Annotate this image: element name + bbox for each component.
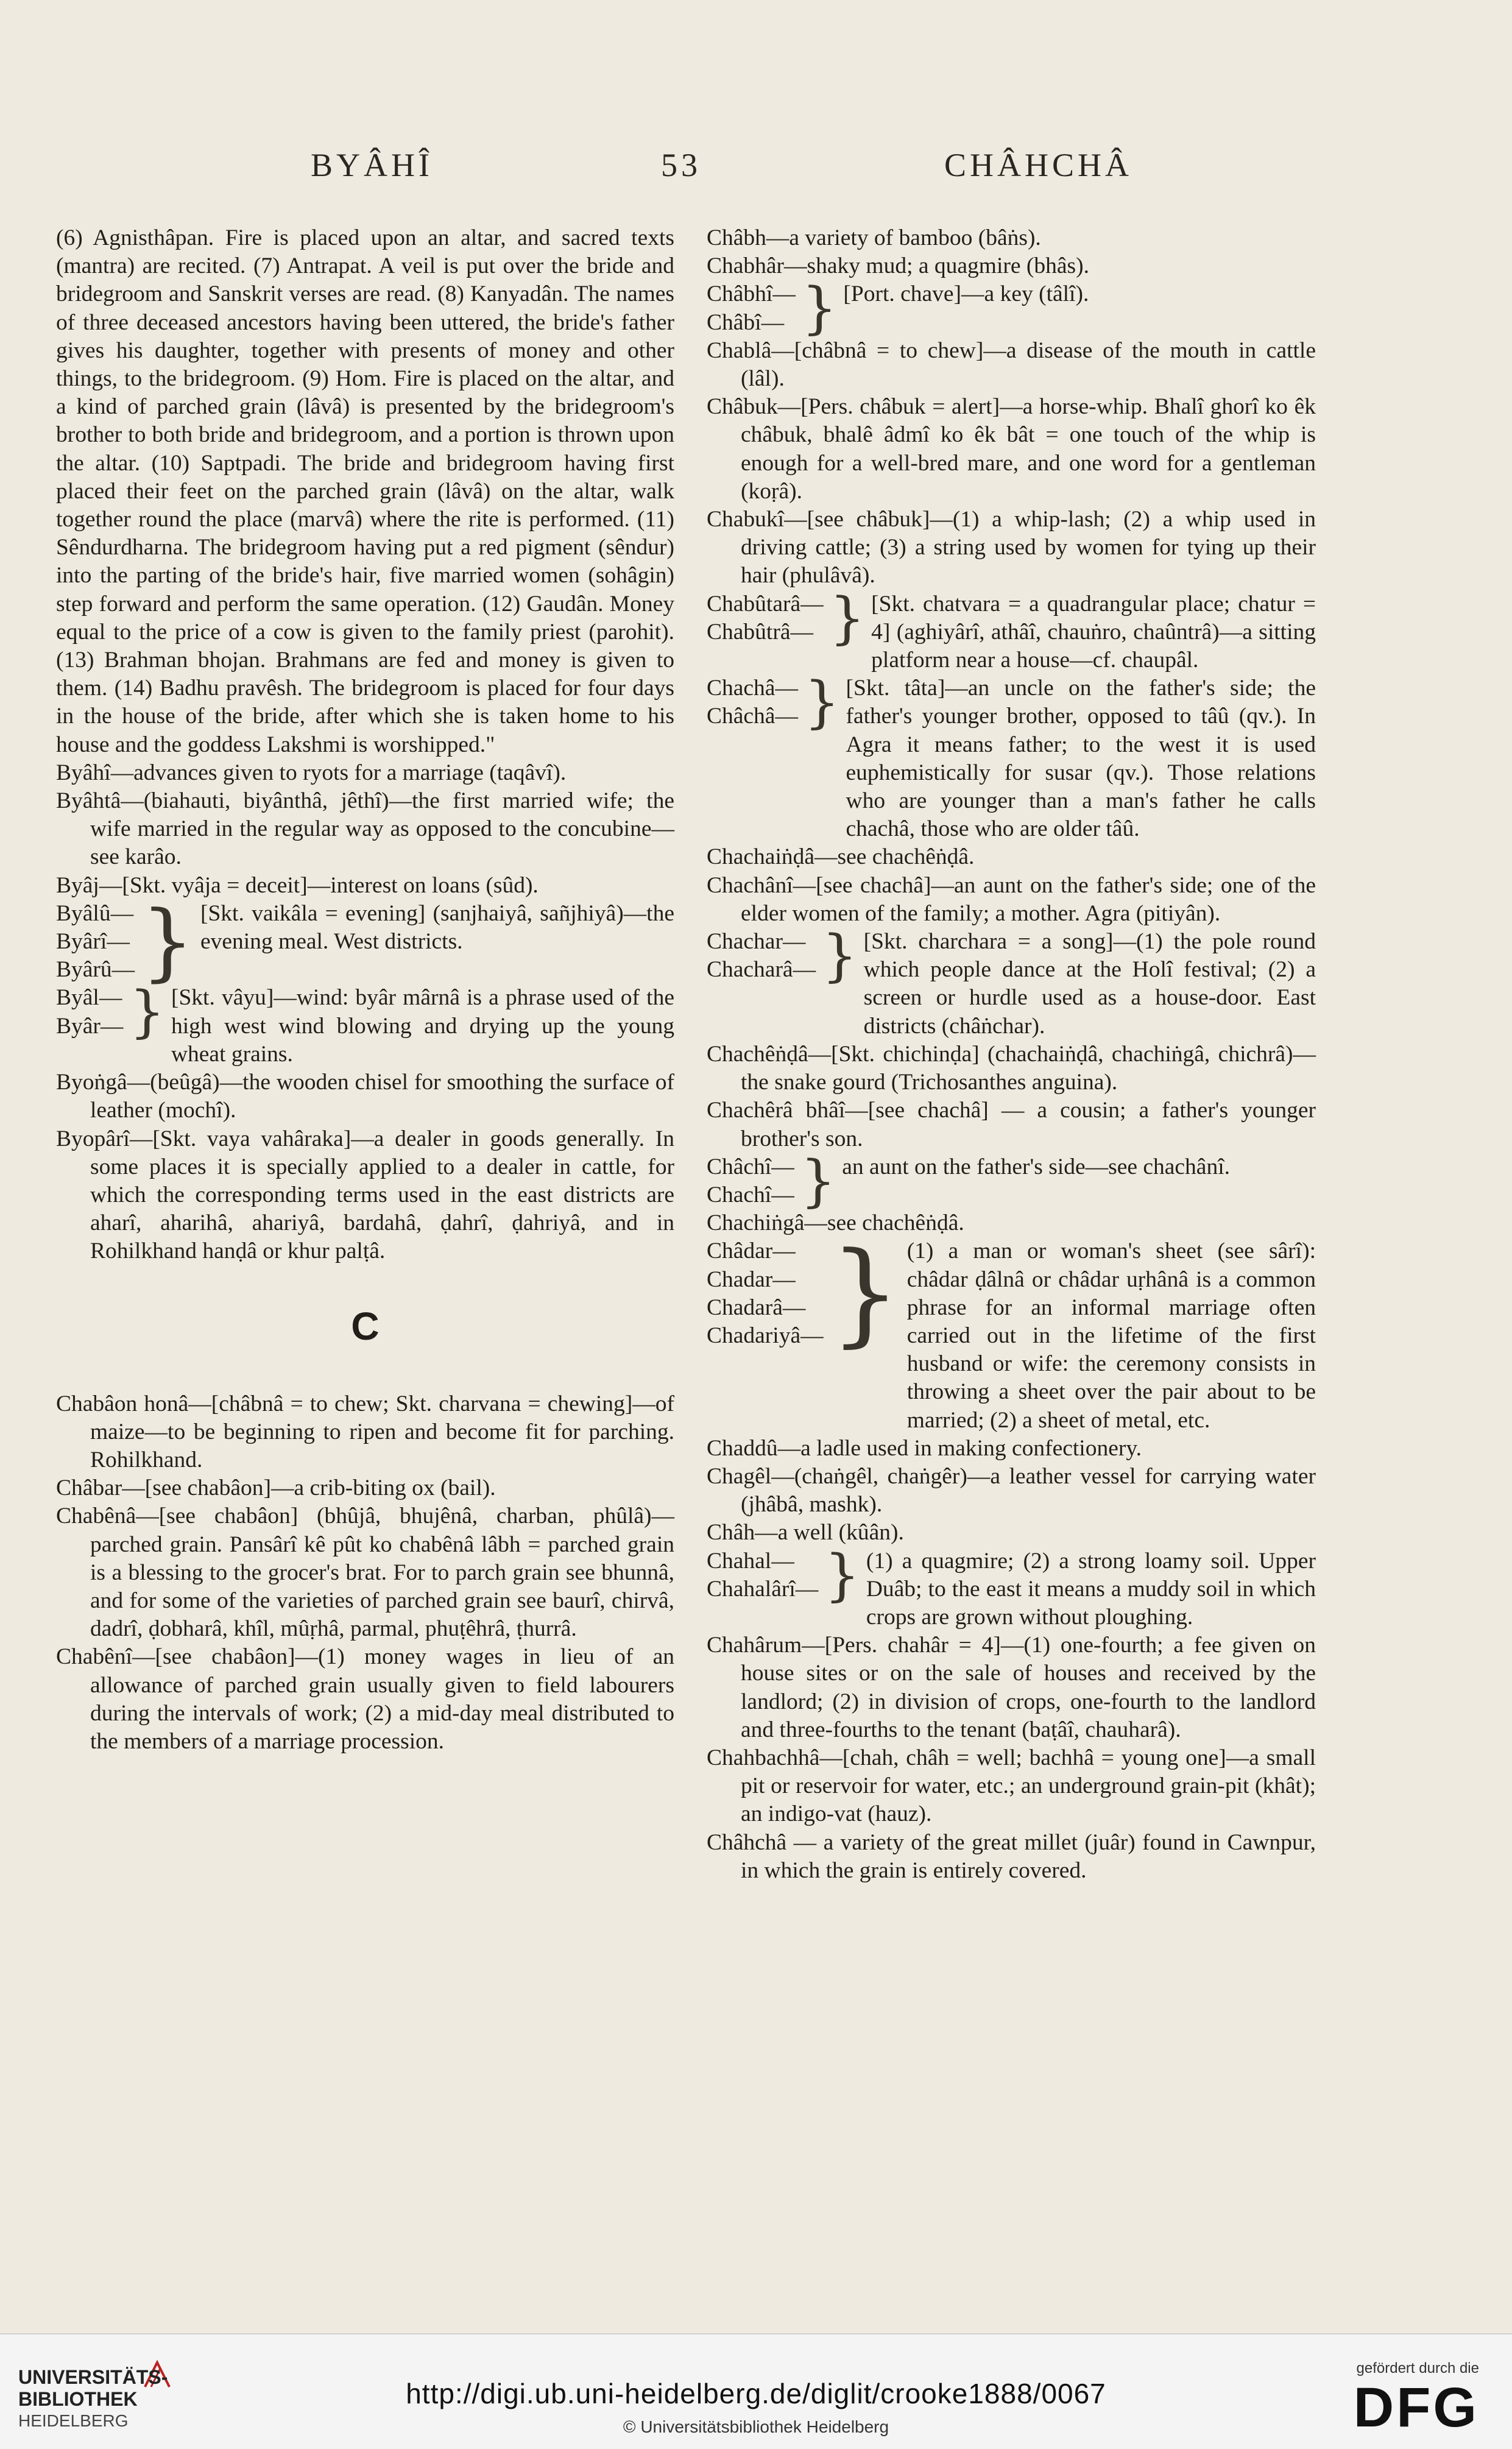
headword: Chahal— (707, 1548, 794, 1574)
running-head-left: BYÂHÎ (311, 147, 433, 183)
brace-glyph: } (824, 1542, 860, 1608)
headword: Byâl— (56, 985, 122, 1011)
headword: Chacharâ— (707, 957, 816, 983)
headword: Châbhî— (707, 281, 796, 307)
brace-glyph: } (829, 1228, 901, 1359)
dictionary-entry: Châh—a well (kûân). (707, 1520, 904, 1546)
headword-list (707, 280, 796, 336)
headword: Chabûtarâ— (707, 591, 824, 617)
grouped-entry (707, 923, 1316, 1041)
page-number: 53 (661, 147, 701, 183)
dictionary-entry: Châbar—[see chabâon]—a crib-biting ox (bail). (56, 1475, 496, 1501)
brace-glyph: } (801, 275, 838, 341)
headword: Byâr— (56, 1013, 124, 1039)
dictionary-entry: Byâhî—advances given to ryots for a marriage (taqâvî). (56, 760, 567, 785)
dictionary-entry: Chachânî—[see chachâ]—an aunt on the father's side; one of the elder women of the family; a mother. Agra (pitiyân). (707, 872, 1316, 926)
entry-definition: [Skt. chatvara = a quadrangular place; chatur = 4] (aghiyârî, athâî, chauṅro, chaûntrâ)—a sitting platform near a house—cf. chaupâl. (871, 591, 1316, 673)
dictionary-entry: Chablâ—[châbnâ = to chew]—a disease of the mouth in cattle (lâl). (707, 337, 1316, 392)
brace-glyph: } (804, 670, 840, 735)
headword: Chachî— (707, 1182, 794, 1207)
library-name-line3: HEIDELBERG (18, 2411, 129, 2430)
dictionary-entry: Byopârî—[Skt. vaya vahâraka]—a dealer in goods generally. In some places it is specially applied to a dealer in cattle, for which the corresponding terms used in the east districts are aharî, aharihâ, ahariyâ, bardahâ, ḍahrî, ḍahriyâ, and in Rohilkhand hanḍâ or khur palṭâ. (56, 1126, 674, 1264)
dictionary-entry: Chahârum—[Pers. chahâr = 4]—(1) one-fourth; a fee given on house sites or on the sale of houses and received by the landlord; (2) in division of crops, one-fourth to the landlord and three-fourths to the tenant (baṭâî, chauharâ). (707, 1633, 1316, 1742)
headword: Byârî— (56, 929, 130, 955)
headword-list (707, 1237, 824, 1350)
grouped-entry (707, 1228, 1316, 1434)
headword-list (707, 928, 816, 984)
brace-glyph: } (129, 979, 165, 1045)
headword-list (56, 900, 135, 984)
dictionary-entry: Chahbachhâ—[chah, châh = well; bachhâ = young one]—a small pit or reservoir for water, etc.; an underground grain-pit (khât); an indigo-vat (hauz). (707, 1745, 1316, 1827)
left-column (56, 224, 674, 1756)
entry-definition: (1) a man or woman's sheet (see sârî): châdar ḍâlnâ or châdar uṛhânâ is a common phrase for an informal marriage often carried out in the lifetime of the first husband or wife: the ceremony consists in throwing a sheet over the pair about to be married; (2) a sheet of metal, etc. (906, 1239, 1316, 1433)
grouped-entry (707, 275, 1316, 341)
funding-caption: gefördert durch die (1356, 2360, 1479, 2377)
dictionary-entry: Byâj—[Skt. vyâja = deceit]—interest on loans (sûd). (56, 872, 539, 898)
copyright-notice: © Universitätsbibliothek Heidelberg (623, 2417, 889, 2436)
headword: Chadar— (707, 1267, 796, 1292)
grouped-entry (56, 892, 674, 991)
headword: Châchî— (707, 1154, 794, 1179)
dictionary-entry: Chabâon honâ—[châbnâ = to chew; Skt. charvana = chewing]—of maize—to be beginning to ripen and become fit for parching. Rohilkhand. (56, 1391, 674, 1472)
grouped-entry (707, 1542, 1316, 1632)
brace-glyph: } (141, 892, 194, 991)
library-name-line1: UNIVERSITÄTS- (18, 2366, 168, 2388)
permalink-url[interactable]: http://digi.ub.uni-heidelberg.de/diglit/crooke1888/0067 (406, 2378, 1106, 2409)
entry-definition: [Skt. tâta]—an uncle on the father's side; the father's younger brother, opposed to tâû (qv.). In Agra it means father; to the west it is used euphemistically for susar (qv.). Those relations who are younger than a man's father he calls chachâ, those who are older tâû. (846, 676, 1316, 842)
entry-definition: [Skt. vaikâla = evening] (sanjhaiyâ, sañjhiyâ)—the evening meal. West districts. (200, 900, 674, 955)
headword: Châdar— (707, 1239, 796, 1264)
viewer-footer (0, 2333, 1512, 2449)
dictionary-entry: Châhchâ — a variety of the great millet (juâr) found in Cawnpur, in which the grain is entirely covered. (707, 1829, 1316, 1883)
headword: Byârû— (56, 957, 135, 983)
continued-paragraph: (6) Agnisthâpan. Fire is placed upon an altar, and sacred texts (mantra) are recited. (7) Antrapat. A veil is put over the bride and bridegroom and Sanskrit verses are read. (8) Kanyadân. The names of three deceased ancestors having been uttered, the bride's father gives his daughter, together with presents of money and other things, to the bridegroom. (9) Hom. Fire is placed on the altar, and a kind of parched grain (lâvâ) is presented by the bridegroom's brother to both bride and bridegroom, and a portion is thrown upon the altar. (10) Saptpadi. The bride and bridegroom having first placed their feet on the parched grain (lâvâ) on the altar, walk together round the place (marvâ) where the rite is performed. (11) Sêndurdharna. The bridegroom having put a red pigment (sêndur) into the parting of the bride's hair, five married women (sohâgin) step forward and perform the same operation. (12) Gaudân. Money equal to the price of a cow is given to the family priest (parohit). (13) Brahman bhojan. Brahmans are fed and money is given to them. (14) Badhu pravêsh. The bridegroom is placed for four days in the house of the bride, after which she is taken home to his house and the goddess Lakshmi is worshipped." (56, 225, 674, 757)
dictionary-entry: Chagêl—(chaṅgêl, chaṅgêr)—a leather vessel for carrying water (jhâbâ, mashk). (707, 1463, 1316, 1518)
dictionary-entry: Chachêrâ bhâî—[see chachâ] — a cousin; a father's younger brother's son. (707, 1098, 1316, 1151)
headword-list (707, 674, 798, 730)
entry-definition: an aunt on the father's side—see chachânî. (842, 1154, 1230, 1179)
entry-definition: (1) a quagmire; (2) a strong loamy soil. Upper Duâb; to the east it means a muddy soil in which crops are grown without ploughing. (866, 1548, 1316, 1630)
brace-glyph: } (822, 923, 858, 989)
headword-list (707, 1547, 818, 1603)
right-column (707, 224, 1316, 1885)
headword: Chachâ— (707, 676, 798, 701)
grouped-entry (56, 979, 674, 1069)
headword: Châchâ— (707, 704, 798, 729)
headword: Chabûtrâ— (707, 619, 813, 645)
dfg-logo: DFG (1353, 2377, 1479, 2439)
grouped-entry (707, 585, 1316, 675)
dictionary-entry: Châbh—a variety of bamboo (bâṅs). (707, 225, 1041, 250)
headword: Chadariyâ— (707, 1323, 824, 1348)
headword-list (56, 984, 123, 1040)
grouped-entry (707, 670, 1316, 843)
dictionary-entry: Chabênî—[see chabâon]—(1) money wages in lieu of an allowance of parched grain usually given to field labourers during the intervals of work; (2) a mid-day meal distributed to the members of a marriage procession. (56, 1644, 674, 1754)
headword-list (707, 1153, 794, 1209)
headword-list (707, 590, 824, 646)
dictionary-entry: Chabhâr—shaky mud; a quagmire (bhâs). (707, 253, 1089, 279)
entry-definition: [Skt. vâyu]—wind: byâr mârnâ is a phrase used of the high west wind blowing and drying up the young wheat grains. (171, 985, 674, 1067)
dictionary-entry: Chabukî—[see châbuk]—(1) a whip-lash; (2) a whip used in driving cattle; (3) a string used by women for tying up their hair (phulâvâ). (707, 507, 1316, 588)
headword: Chadarâ— (707, 1295, 806, 1320)
headword: Châbî— (707, 309, 785, 335)
entry-definition: [Port. chave]—a key (tâlî). (843, 281, 1089, 307)
dictionary-entry: Chachêṅḍâ—[Skt. chichinḍa] (chachaiṅḍâ, chachiṅgâ, chichrâ)—the snake gourd (Trichosanthes anguina). (707, 1041, 1316, 1095)
brace-glyph: } (829, 585, 866, 651)
running-head-right: CHÂHCHÂ (944, 147, 1133, 183)
headword: Chahalârî— (707, 1576, 819, 1602)
brace-glyph: } (800, 1148, 836, 1214)
section-letter-heading: C (351, 1304, 380, 1348)
headword: Chachar— (707, 929, 806, 955)
dictionary-entry: Chachaiṅḍâ—see chachêṅḍâ. (707, 844, 975, 870)
dictionary-entry: Byoṅgâ—(beûgâ)—the wooden chisel for smoothing the surface of leather (mochî). (56, 1070, 674, 1123)
dictionary-entry: Chachiṅgâ—see chachêṅḍâ. (707, 1210, 964, 1236)
grouped-entry (707, 1148, 1316, 1214)
headword: Byâlû— (56, 900, 134, 926)
entry-definition: [Skt. charchara = a song]—(1) the pole round which people dance at the Holî festival; (2) a screen or hurdle used as a house-door. East districts (châṅchar). (863, 929, 1316, 1039)
dictionary-entry: Chabênâ—[see chabâon] (bhûjâ, bhujênâ, charban, phûlâ)—parched grain. Pansârî kê pût ko chabênâ lâbh = parched grain is a blessing to the grocer's brat. For to parch grain see bhunnâ, and for some of the varieties of parched grain see baurî, chirvâ, dadrî, ḍobharâ, khîl, mûṛhâ, parmal, phuṭêhrâ, ṭhurrâ. (56, 1504, 674, 1642)
dictionary-entry: Chaddû—a ladle used in making confectionery. (707, 1435, 1142, 1461)
library-name-line2: BIBLIOTHEK (18, 2388, 138, 2410)
dictionary-entry: Châbuk—[Pers. châbuk = alert]—a horse-whip. Bhalî ghorî ko êk châbuk, bhalê âdmî ko êk bât = one touch of the whip is enough for a well-bred mare, and one word for a gentleman (koṛâ). (707, 394, 1316, 504)
dictionary-entry: Byâhtâ—(biahauti, biyânthâ, jêthî)—the first married wife; the wife married in the regular way as opposed to the concubine—see karâo. (56, 788, 674, 870)
